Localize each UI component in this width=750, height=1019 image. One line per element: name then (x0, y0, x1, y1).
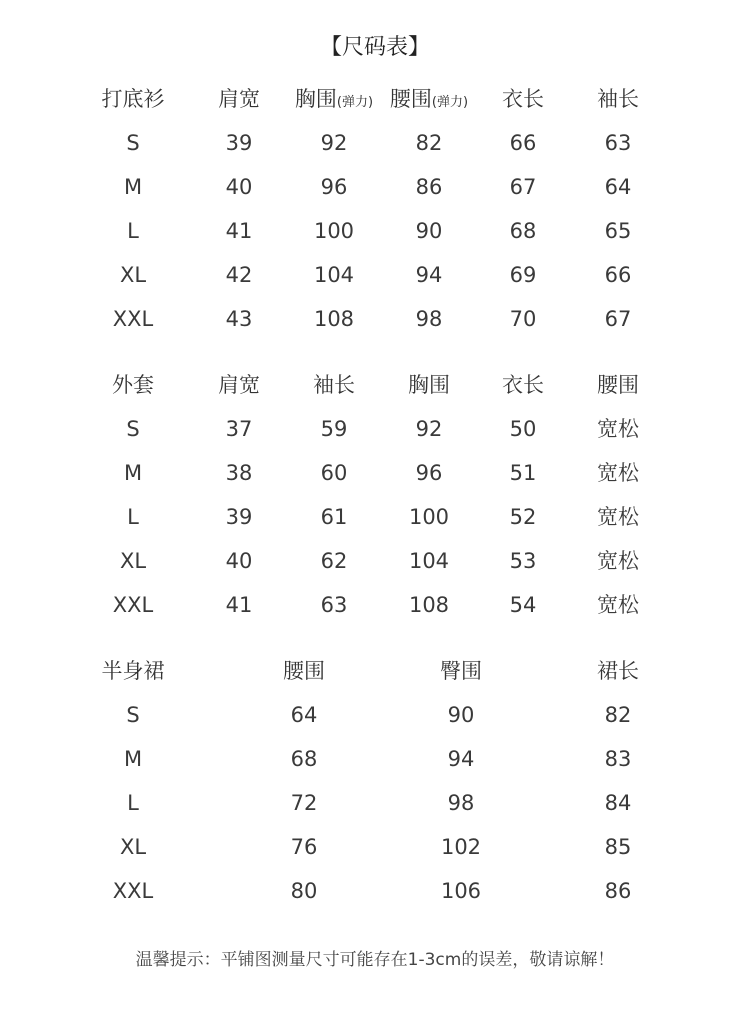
size-label: M (123, 175, 143, 199)
table-row (0, 297, 750, 341)
table-cell: 108 (408, 593, 450, 617)
table-cell: 67 (509, 175, 537, 199)
table-cell: 63 (320, 593, 348, 617)
table-cell: 82 (415, 131, 443, 155)
table-cell: 65 (604, 219, 632, 243)
table-cell: 宽松 (597, 461, 639, 485)
table-cell: 92 (320, 131, 348, 155)
size-label: XL (119, 549, 147, 573)
table-cell: 66 (509, 131, 537, 155)
table-row (0, 737, 750, 781)
size-label: M (123, 461, 143, 485)
table-cell: 61 (320, 505, 348, 529)
table-cell: 76 (290, 835, 318, 859)
table-cell: 62 (320, 549, 348, 573)
table-row (0, 253, 750, 297)
table-cell: 63 (604, 131, 632, 155)
table-cell: 106 (440, 879, 482, 903)
table-cell: 宽松 (597, 417, 639, 441)
coat-size-table (0, 363, 750, 627)
table-cell: 38 (225, 461, 253, 485)
coat-header-sleeve: 袖长 (313, 373, 355, 397)
shirt-size-table (0, 77, 750, 341)
shirt-header-name: 打底衫 (101, 87, 165, 111)
table-row (0, 451, 750, 495)
table-cell: 53 (509, 549, 537, 573)
table-cell: 37 (225, 417, 253, 441)
table-cell: 94 (415, 263, 443, 287)
measurement-note: 温馨提示：平铺图测量尺寸可能存在1-3cm的误差，敬请谅解！ (135, 950, 615, 970)
coat-header-length: 衣长 (502, 373, 544, 397)
table-cell: 85 (604, 835, 632, 859)
shirt-header-bust-note: (弹力) (336, 95, 374, 110)
table-cell: 68 (509, 219, 537, 243)
shirt-header-waist-note: (弹力) (431, 95, 469, 110)
table-cell: 40 (225, 175, 253, 199)
table-cell: 69 (509, 263, 537, 287)
size-label: XXL (112, 879, 154, 903)
shirt-header-length: 衣长 (502, 87, 544, 111)
table-cell: 104 (313, 263, 355, 287)
size-label: M (123, 747, 143, 771)
page-title: 【尺码表】 (319, 35, 430, 60)
table-row (0, 825, 750, 869)
table-cell: 40 (225, 549, 253, 573)
size-label: XL (119, 263, 147, 287)
table-cell: 64 (604, 175, 632, 199)
table-row (0, 539, 750, 583)
table-row (0, 869, 750, 913)
table-row (0, 407, 750, 451)
coat-header-waist: 腰围 (597, 373, 639, 397)
skirt-header-waist: 腰围 (283, 659, 325, 683)
table-cell: 59 (320, 417, 348, 441)
skirt-header-row (0, 649, 750, 693)
size-label: XXL (112, 593, 154, 617)
table-cell: 51 (509, 461, 537, 485)
size-label: L (127, 791, 139, 815)
table-cell: 82 (604, 703, 632, 727)
size-label: S (126, 703, 140, 727)
table-cell: 90 (415, 219, 443, 243)
coat-header-name: 外套 (112, 373, 154, 397)
table-cell: 98 (447, 791, 475, 815)
table-cell: 42 (225, 263, 253, 287)
table-cell: 60 (320, 461, 348, 485)
table-cell: 83 (604, 747, 632, 771)
table-cell: 54 (509, 593, 537, 617)
table-cell: 43 (225, 307, 253, 331)
skirt-header-hip: 臀围 (440, 659, 482, 683)
table-cell: 70 (509, 307, 537, 331)
table-row (0, 781, 750, 825)
table-row (0, 121, 750, 165)
coat-header-shoulder: 肩宽 (218, 373, 260, 397)
table-cell: 宽松 (597, 505, 639, 529)
table-cell: 宽松 (597, 593, 639, 617)
table-cell: 98 (415, 307, 443, 331)
table-cell: 68 (290, 747, 318, 771)
table-cell: 96 (415, 461, 443, 485)
shirt-header-waist-label: 腰围 (389, 87, 432, 111)
table-cell: 41 (225, 219, 253, 243)
table-row (0, 583, 750, 627)
table-row (0, 495, 750, 539)
table-cell: 104 (408, 549, 450, 573)
table-cell: 90 (447, 703, 475, 727)
shirt-header-bust-label: 胸围 (294, 87, 337, 111)
table-cell: 100 (408, 505, 450, 529)
table-cell: 64 (290, 703, 318, 727)
table-cell: 96 (320, 175, 348, 199)
table-row (0, 165, 750, 209)
size-label: XL (119, 835, 147, 859)
table-cell: 72 (290, 791, 318, 815)
table-cell: 41 (225, 593, 253, 617)
table-cell: 84 (604, 791, 632, 815)
size-label: L (127, 505, 139, 529)
table-row (0, 693, 750, 737)
size-label: S (126, 417, 140, 441)
table-cell: 86 (415, 175, 443, 199)
table-cell: 94 (447, 747, 475, 771)
table-cell: 66 (604, 263, 632, 287)
table-cell: 39 (225, 131, 253, 155)
table-row (0, 209, 750, 253)
table-cell: 80 (290, 879, 318, 903)
table-cell: 宽松 (597, 549, 639, 573)
skirt-size-table (0, 649, 750, 913)
skirt-header-name: 半身裙 (101, 659, 165, 683)
shirt-header-shoulder: 肩宽 (218, 87, 260, 111)
size-label: XXL (112, 307, 154, 331)
size-label: S (126, 131, 140, 155)
table-cell: 86 (604, 879, 632, 903)
coat-header-bust: 胸围 (408, 373, 450, 397)
table-cell: 39 (225, 505, 253, 529)
table-cell: 100 (313, 219, 355, 243)
table-cell: 67 (604, 307, 632, 331)
skirt-header-length: 裙长 (597, 659, 639, 683)
size-label: L (127, 219, 139, 243)
table-cell: 52 (509, 505, 537, 529)
table-cell: 92 (415, 417, 443, 441)
table-cell: 102 (440, 835, 482, 859)
table-cell: 50 (509, 417, 537, 441)
coat-header-row (0, 363, 750, 407)
shirt-header-row (0, 77, 750, 121)
shirt-header-sleeve: 袖长 (597, 87, 639, 111)
table-cell: 108 (313, 307, 355, 331)
